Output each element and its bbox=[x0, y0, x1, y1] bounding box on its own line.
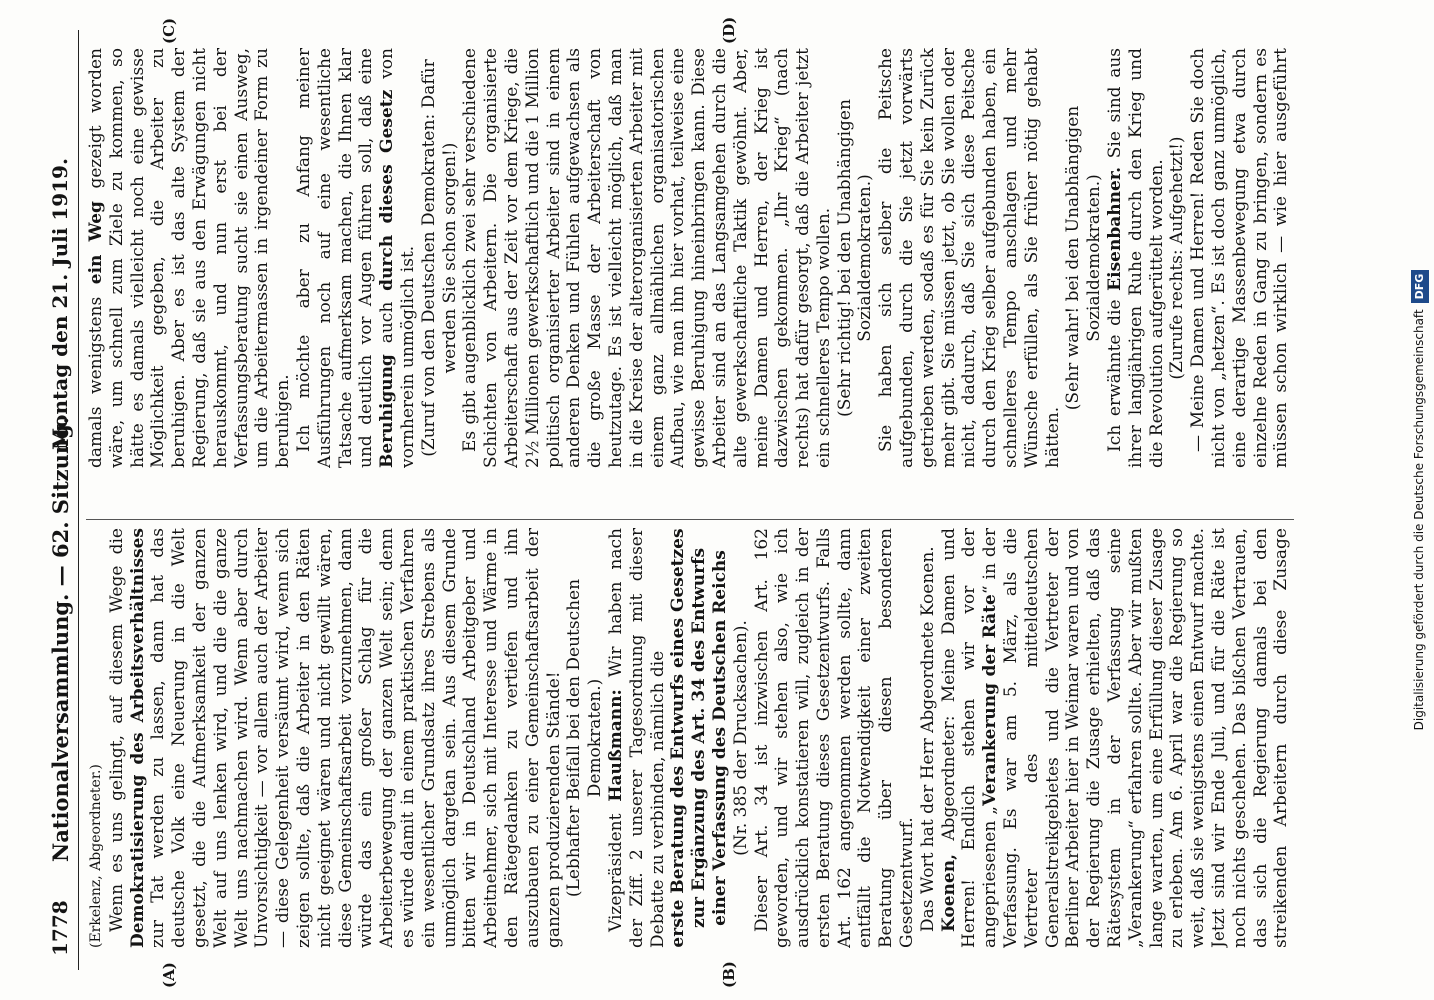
bold-text: durch dieses Gesetz bbox=[377, 89, 398, 291]
interjection: (Zurufe rechts: Aufgehetzt!) bbox=[1167, 136, 1188, 380]
text-run: gezeigt worden wäre, um schnell zum Ziele zu kommen, so hätte es damals vielleicht noch eine gewisse Möglichkeit gegeben, die Arbeiter zu beruhigen. Aber es ist das alte System der Regierung, daß sie aus den Erwägungen nicht herauskommt, und nun erst bei der Verfassungsberatung sucht sie einen Ausweg, um die Arbeitermassen in irgendeiner Form zu beruhigen. bbox=[86, 48, 294, 468]
text-run: damals wenigstens bbox=[86, 284, 106, 468]
paragraph bbox=[107, 528, 565, 948]
paragraph: Dieser Art. 34 ist inzwischen Art. 162 geworden, und wir stehen also, wie ich ausdrücklich konstatieren will, zugleich in der ersten Beratung dieses Gesetzentwurfs. Falls Art. 162 angenommen werden sollte, dann entfällt die Notwendigkeit einer zweiten Beratung über diesen besonderen Gesetzentwurf. bbox=[751, 528, 918, 948]
page-number: 1778 bbox=[48, 900, 72, 956]
text-run: Wir haben nach der Ziff. 2 unserer Tagesordnung mit dieser Debatte zu verbinden, nämlich die bbox=[605, 528, 668, 948]
text-column-left bbox=[86, 528, 1294, 948]
text-run: auch bbox=[377, 290, 398, 355]
paragraph bbox=[294, 48, 419, 468]
interjection: (Sehr richtig! bei den Unabhängigen Sozialdemokraten.) bbox=[834, 99, 876, 417]
text-run: Wenn es uns gelingt, auf diesem Wege die bbox=[106, 528, 127, 932]
text-run: Ich möchte aber zu Anfang meiner Ausführungen noch auf eine wesentliche Tatsache aufmerksam machen, die Ihnen klar und deutlich vor Augen führen soll, daß eine bbox=[293, 48, 377, 468]
text-run: Ich erwähnte die bbox=[1105, 290, 1126, 452]
header-right-title: Montag den 21. Juli 1919. bbox=[48, 158, 72, 450]
text-run: Abgeordneter: Meine Damen und Herren! Endlich stehen wir vor der angepriesenen „ bbox=[938, 528, 1001, 948]
speaker-name: Haußmann: bbox=[605, 689, 626, 802]
credit-text-rotated bbox=[1404, 0, 1434, 1000]
paragraph: Das Wort hat der Herr Abgeordnete Koenen. bbox=[917, 546, 938, 932]
bold-text: Eisenbahner. bbox=[1105, 166, 1126, 291]
agenda-item-title: erste Beratung des Entwurfs eines Gesetzes zur Ergänzung des Art. 34 des Entwurfs einer Verfassung des Deutschen Reichs bbox=[668, 528, 730, 948]
page-header bbox=[38, 30, 79, 970]
interjection: (Sehr wahr! bei den Unabhängigen Sozialdemokraten.) bbox=[1063, 105, 1105, 411]
speaker-name: Koenen, bbox=[938, 853, 959, 932]
bold-text: Beruhigung bbox=[377, 354, 398, 468]
paragraph: Sie haben sich selber die Peitsche aufgebunden, durch die Sie jetzt vorwärts getrieben werden, sodaß es für Sie kein Zurück mehr gibt. Sie müssen jetzt, ob Sie wollen oder nicht, dadurch, daß Sie sich diese Peitsche durch den Krieg selber aufgebunden haben, ein schnelleres Tempo anschlagen und mehr Wünsche erfüllen, als Sie früher nötig gehabt hätten. bbox=[876, 48, 1063, 468]
text-column-right bbox=[86, 48, 1294, 468]
paragraph: Es gibt augenblicklich zwei sehr verschiedene Schichten von Arbeitern. Die organisierte Arbeiterschaft aus der Zeit vor dem Kriege, die 2½ Millionen gewerkschaftlich und die 1 Million politisch organisierter Arbeiter sind in einem anderen Denken und Fühlen aufgewachsen als die große Masse der Arbeiterschaft von heutzutage. Es ist vielleicht möglich, daß man in die Kreise der alterorganisierten Arbeiter mit einem ganz allmählichen organisatorischen Aufbau, wie man ihn hier vorhat, teilweise eine gewisse Beruhigung hineinbringen kann. Diese Arbeiter sind an das Langsamgehen durch die alte gewerkschaftliche Taktik gewöhnt. Aber, meine Damen und Herren, der Krieg ist dazwischen gekommen. „Ihr Krieg“ (nach rechts) hat dafür gesorgt, daß die Arbeiter jetzt ein schnelleres Tempo wollen. bbox=[460, 48, 834, 468]
margin-mark-a: (A) bbox=[160, 962, 178, 988]
applause-note: (Lebhafter Beifall bei den Deutschen Demokraten.) bbox=[564, 578, 606, 898]
credit-label: Digitalisierung gefördert durch die Deutsche Forschungsgemeinschaft bbox=[1412, 309, 1426, 731]
text-run: Vizepräsident bbox=[605, 801, 626, 932]
text-run: von vornherein unmöglich ist. bbox=[377, 48, 418, 468]
text-run: Sie sind aus ihrer langjährigen Ruhe durch den Krieg und die Revolution aufgerüttelt worden. bbox=[1105, 48, 1167, 468]
bold-text: Demokratisierung des Arbeitsverhältnisses bbox=[127, 528, 148, 948]
margin-mark-d: (D) bbox=[720, 16, 738, 44]
margin-mark-b: (B) bbox=[720, 961, 738, 988]
dfg-logo: DFG bbox=[1411, 270, 1429, 304]
text-run: zur Tat werden zu lassen, dann hat das deutsche Volk eine Neuerung in die Welt gesetzt, die die Aufmerksamkeit der ganzen Welt auf uns lenken wird, und die die ganze Welt uns nachmachen wird. Wenn aber durch Unvorsichtigkeit — vor allem auch der Arbeiter — diese Gelegenheit versäumt wird, wenn sich zeigen sollte, daß die Arbeiter in den Räten nicht geeignet wären und nicht gewillt wären, diese Gemeinschaftsarbeit vorzunehmen, dann würde das ein großer Schlag für die Arbeiterbewegung der ganzen Welt sein; denn es würde damit in einem praktischen Verfahren ein wesentlicher Grundsatz ihres Strebens als unmöglich dargetan sein. Aus diesem Grunde bitten wir in Deutschland Arbeitgeber und Arbeitnehmer, sich mit Interesse und Wärme in den Rätegedanken zu vertiefen und ihn auszubauen zu einer Gemeinschaftsarbeit der ganzen produzierenden Stände! bbox=[148, 528, 564, 948]
margin-mark-c: (C) bbox=[160, 17, 178, 44]
bold-text: ein Weg bbox=[86, 201, 106, 285]
paragraph bbox=[606, 528, 668, 948]
text-run: “ in der Verfassung. Es war am 5. März, als die Vertreter des mitteldeutschen Generalstreikgebietes und die Vertreter der Berliner Arbeiter hier in Weimar waren und von der Regierung die Zusage erhielten, daß das Rätesystem in der Verfassung seine „Verankerung“ erfahren sollte. Aber wir mußten lange warten, um eine Erfüllung dieser Zusage zu erleben. Am 6. April war die Regierung so weit, daß sie wenigstens einen Entwurf machte. Jetzt sind wir Ende Juli, und für die Räte ist noch nichts geschehen. Das bißchen Vertrauen, das sich die Regierung damals bei den streikenden Arbeitern durch diese Zusage bbox=[980, 528, 1292, 948]
agenda-reference: (Nr. 385 der Drucksachen). bbox=[730, 620, 751, 856]
header-left-title: Nationalversammlung. — 62. Sitzung. bbox=[48, 416, 73, 862]
column-divider bbox=[86, 519, 1294, 520]
paragraph bbox=[1105, 48, 1167, 468]
digitization-credit bbox=[1404, 0, 1434, 1000]
bold-text: Verankerung der Räte bbox=[980, 594, 1001, 806]
paragraph bbox=[939, 528, 1294, 948]
paragraph: — Meine Damen und Herren! Reden Sie doch nicht von „hetzen“. Es ist doch ganz unmöglich, eine derartige Massenbewegung etwa durch einzelne Reden in Gang zu bringen, sondern es müssen schon wirklich — wie hier ausgeführt bbox=[1188, 48, 1292, 468]
speaker-label: (Erkelenz, Abgeordneter.) bbox=[88, 764, 104, 948]
paragraph bbox=[86, 48, 294, 468]
interjection: (Zuruf von den Deutschen Demokraten: Dafür werden Sie schon sorgen!) bbox=[418, 59, 460, 457]
